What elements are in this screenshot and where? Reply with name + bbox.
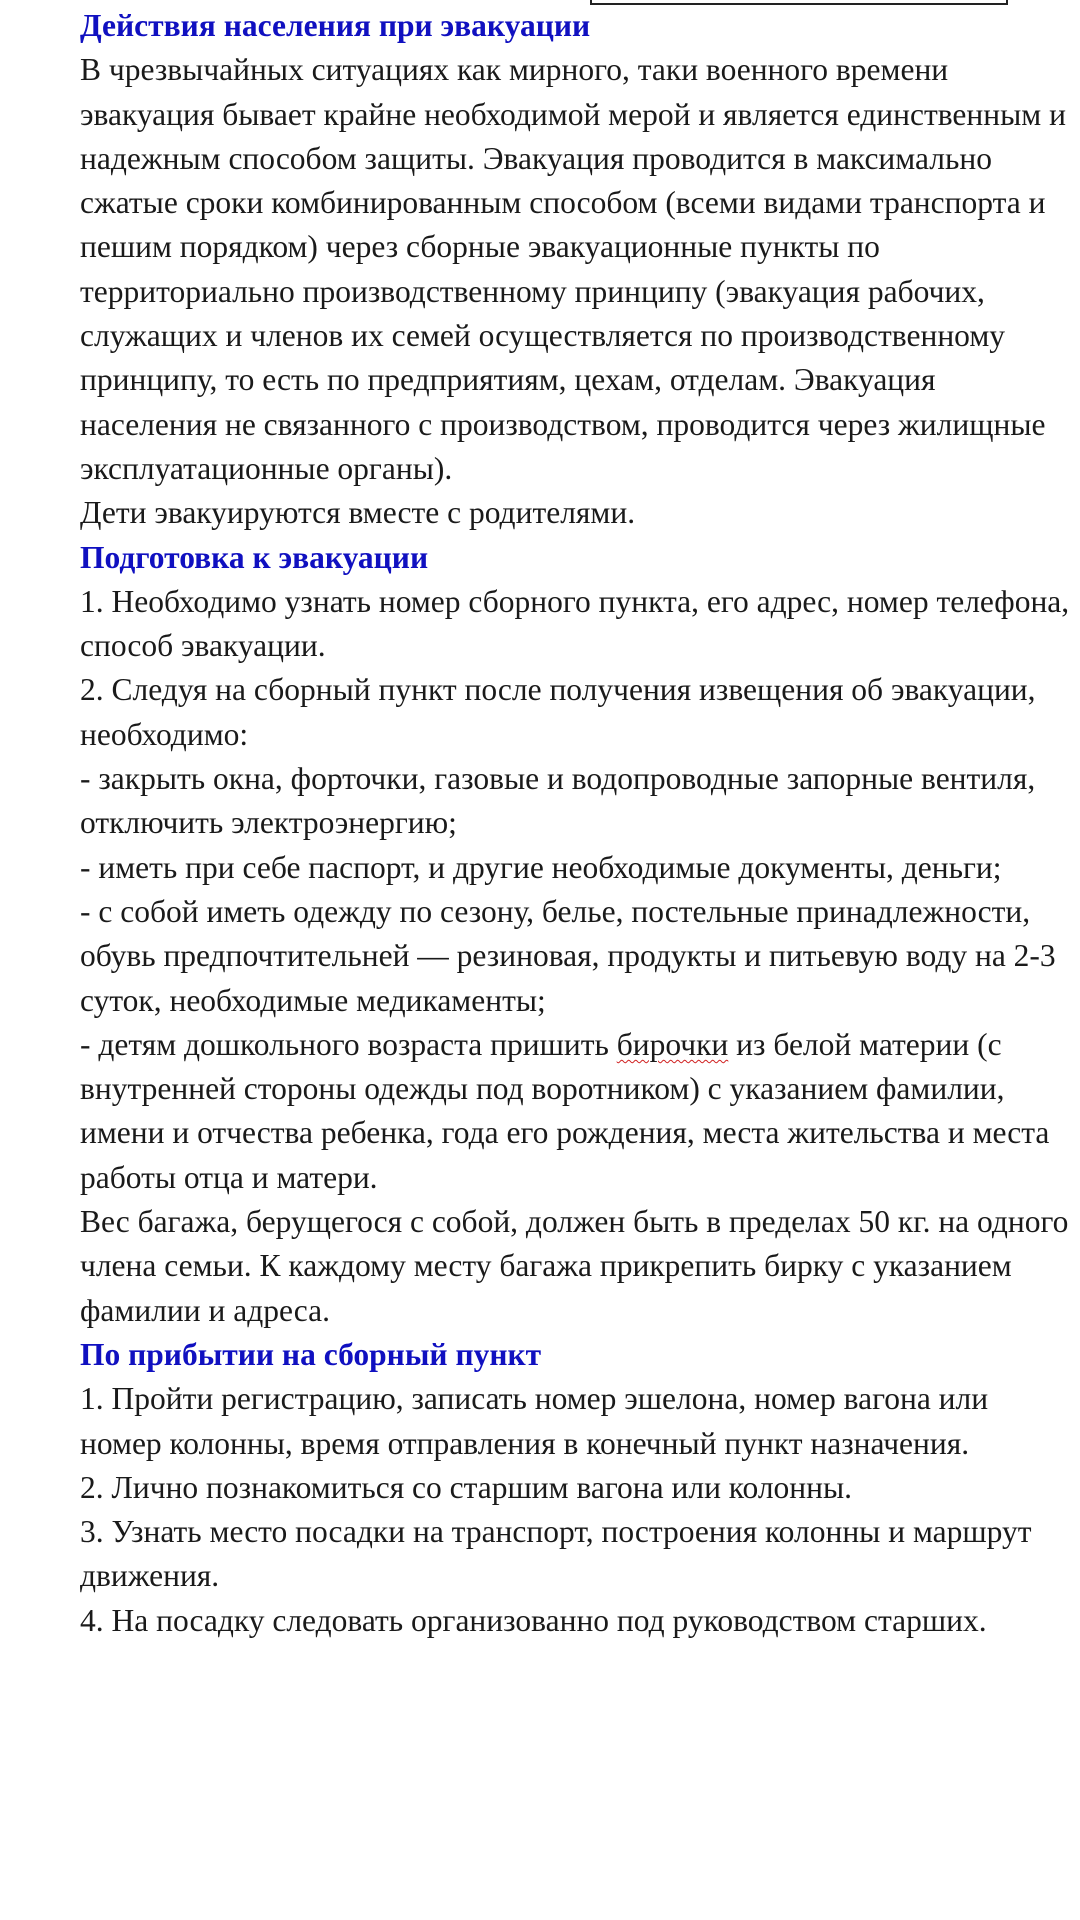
list-item: 3. Узнать место посадки на транспорт, построения колонны и маршрут движения. — [80, 1514, 1032, 1594]
text-fragment: из белой материи (с внутренней стороны одежды под воротником) с указанием фамилии, имени и отчества ребенка, года его рождения, места жительства и места работы отца и матери. — [80, 1026, 1050, 1195]
list-item: 1. Пройти регистрацию, записать номер эшелона, номер вагона или номер колонны, время отправления в конечный пункт назначения. — [80, 1381, 989, 1461]
heading-arrival: По прибытии на сборный пункт — [80, 1336, 542, 1372]
list-item: - иметь при себе паспорт, и другие необходимые документы, деньги; — [80, 849, 1002, 885]
list-item: - закрыть окна, форточки, газовые и водопроводные запорные вентиля, отключить электроэнергию; — [80, 761, 1036, 841]
text-fragment: - детям дошкольного возраста пришить — [80, 1026, 617, 1062]
heading-evacuation-actions: Действия населения при эвакуации — [80, 8, 591, 43]
paragraph-children: Дети эвакуируются вместе с родителями. — [80, 495, 636, 531]
list-item: 4. На посадку следовать организованно под руководством старших. — [80, 1602, 987, 1638]
paragraph-evacuation-intro: В чрезвычайных ситуациях как мирного, таки военного времени эвакуация бывает крайне необходимой мерой и является единственным и надежным способом защиты. Эвакуация проводится в максимально сжатые сроки комбинированным способом (всеми видами транспорта и пешим порядком) через сборные эвакуационные пункты по территориально производственному принципу (эвакуация рабочих, служащих и членов их семей осуществляется по производственному принципу, то есть по предприятиям, цехам, отделам. Эвакуация населения не связанного с производством, проводится через жилищные эксплуатационные органы). — [80, 52, 1066, 486]
heading-preparation: Подготовка к эвакуации — [80, 539, 429, 575]
list-item: 1. Необходимо узнать номер сборного пункта, его адрес, номер телефона, способ эвакуации. — [80, 583, 1070, 664]
list-item: 2. Лично познакомиться со старшим вагона или колонны. — [80, 1469, 853, 1505]
spellcheck-flagged-word[interactable]: бирочки — [616, 1026, 729, 1062]
list-item: 2. Следуя на сборный пункт после получения извещения об эвакуации, необходимо: — [80, 672, 1036, 752]
list-item: - с собой иметь одежду по сезону, белье, постельные принадлежности, обувь предпочтительней — резиновая, продукты и питьевую воду на 2-3 суток, необходимые медикаменты; — [80, 893, 1056, 1018]
document-body — [80, 4, 1070, 1643]
list-item-tags — [80, 1023, 1070, 1200]
paragraph-baggage: Вес багажа, берущегося с собой, должен быть в пределах 50 кг. на одного члена семьи. К каждому месту багажа прикрепить бирку с указанием фамилии и адреса. — [80, 1204, 1069, 1328]
